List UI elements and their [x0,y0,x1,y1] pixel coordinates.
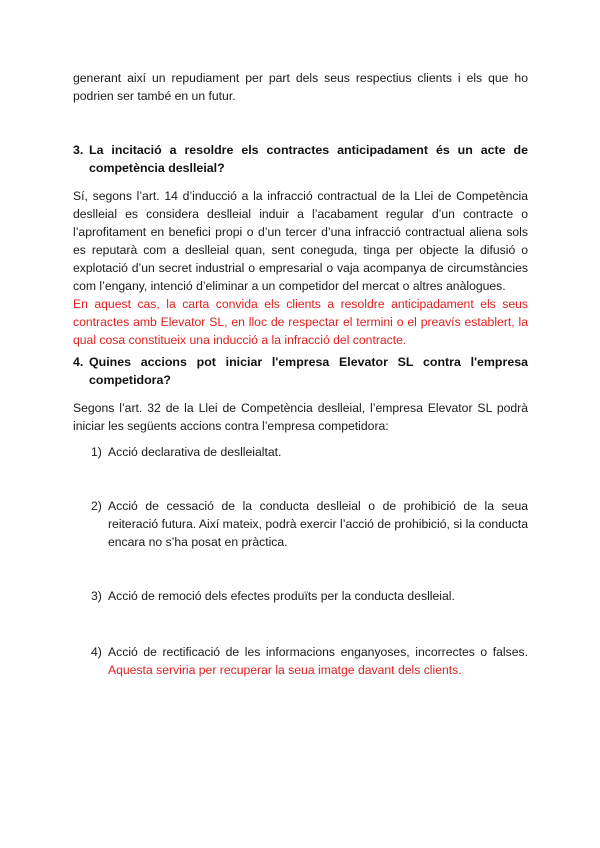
action-item-3 [91,587,528,605]
question-4-answer: Segons l’art. 32 de la Llei de Competència deslleial, l’empresa Elevator SL podrà iniciar les següents accions contra l’empresa competidora: [73,401,528,433]
action-item-text: Acció de cessació de la conducta deslleial o de prohibició de la seua reiteració futura. Així mateix, podrà exercir l’acció de prohibició, si la conducta encara no s’ha posat en pràctica. [108,499,528,549]
question-3-title: La incitació a resoldre els contractes anticipadament és un acte de competència deslleial? [89,143,528,175]
question-3-heading [73,141,528,177]
intro-paragraph: generant així un repudiament per part dels seus respectius clients i els que ho podrien ser també en un futur. [73,71,528,103]
action-item-note: Aquesta serviria per recuperar la seua imatge davant dels clients. [108,663,462,677]
question-3-answer: Sí, segons l’art. 14 d’inducció a la infracció contractual de la Llei de Competència deslleial es considera deslleial induir a l’acabament regular d’un contracte o l’aprofitament en benefici propi o d’un tercer d’una infracció contractual aliena sols es reputarà com a deslleial quan, sent coneguda, tinga per objecte la difusió o explotació d’un secret industrial o empresarial o vaja acompanya de circumstàncies com l’engany, intenció d’eliminar a un competidor del mercat o altres anàlogues. [73,189,528,293]
action-item-1 [91,443,528,461]
question-4-number: 4. [73,355,84,369]
action-item-2 [91,497,528,551]
action-item-number: 4) [91,645,102,659]
question-3-note: En aquest cas, la carta convida els clients a resoldre anticipadament els seus contractes amb Elevator SL, en lloc de respectar el termini o el preavís establert, la qual cosa constitueix una inducció a la infracció del contracte. [73,297,528,347]
question-3-number: 3. [73,143,84,157]
action-item-number: 1) [91,445,102,459]
action-item-number: 2) [91,499,102,513]
action-item-text-wrap [108,643,528,679]
action-item-number: 3) [91,589,102,603]
action-item-4 [91,643,528,679]
action-item-text: Acció declarativa de deslleialtat. [108,445,282,459]
question-4-title: Quines accions pot iniciar l'empresa Elevator SL contra l'empresa competidora? [89,355,528,387]
action-item-text: Acció de rectificació de les informacions enganyoses, incorrectes o falses. [108,645,528,659]
action-item-text: Acció de remoció dels efectes produïts per la conducta deslleial. [108,589,455,603]
question-4-heading [73,353,528,389]
